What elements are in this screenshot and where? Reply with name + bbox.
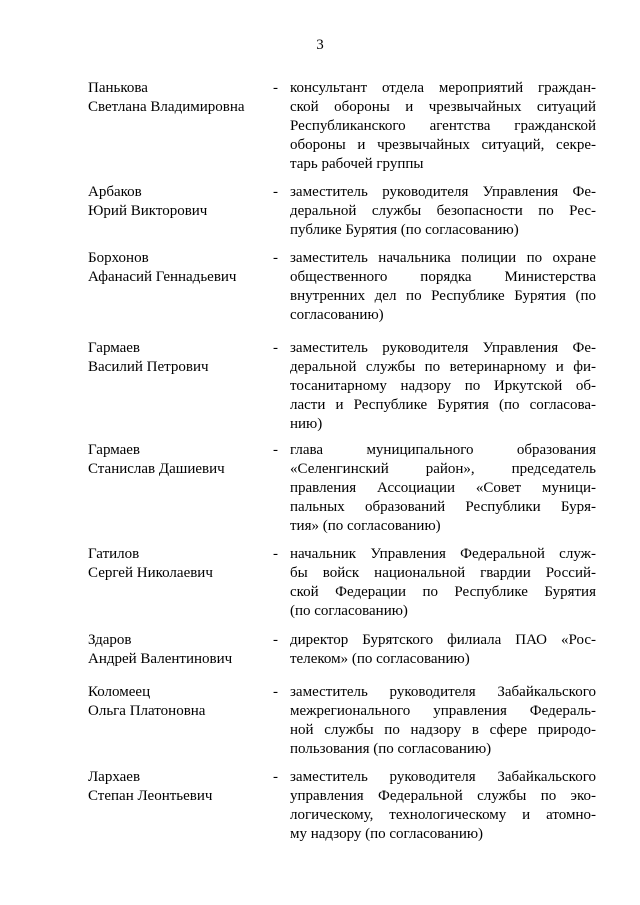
role-line: общественного порядка Министерства — [290, 269, 596, 285]
member-given-names: Андрей Валентинович — [88, 651, 233, 667]
role-line: ской обороны и чрезвычайных ситуаций — [290, 99, 596, 115]
role-line: бы войск национальной гвардии Россий- — [290, 565, 596, 581]
member-surname: Здаров — [88, 632, 132, 648]
member-role — [290, 768, 596, 844]
separator-dash: - — [273, 442, 278, 458]
page-number: 3 — [316, 37, 324, 53]
member-name — [88, 545, 268, 583]
role-line: заместитель руководителя Забайкальского — [290, 684, 596, 700]
member-given-names: Афанасий Геннадьевич — [88, 269, 237, 285]
role-line: заместитель руководителя Управления Фе- — [290, 184, 596, 200]
member-name — [88, 631, 268, 669]
role-line: правления Ассоциации «Совет муници- — [290, 480, 596, 496]
role-line: согласованию) — [290, 307, 384, 323]
member-given-names: Сергей Николаевич — [88, 565, 213, 581]
role-line: консультант отдела мероприятий граждан- — [290, 80, 596, 96]
role-line: ной службы по надзору в сфере природо- — [290, 722, 596, 738]
role-line: нию) — [290, 416, 323, 432]
separator-dash: - — [273, 769, 278, 785]
member-surname: Борхонов — [88, 250, 149, 266]
member-surname: Гармаев — [88, 442, 141, 458]
separator-dash: - — [273, 250, 278, 266]
role-line: пользования (по согласованию) — [290, 741, 492, 757]
member-role — [290, 339, 596, 434]
member-surname: Гармаев — [88, 340, 141, 356]
member-given-names: Степан Леонтьевич — [88, 788, 213, 804]
role-line: Республиканского агентства гражданской — [290, 118, 596, 134]
role-line: публике Бурятия (по согласованию) — [290, 222, 519, 238]
role-line: ской Федерации по Республике Бурятия — [290, 584, 596, 600]
role-line: «Селенгинский район», председатель — [290, 461, 596, 477]
role-line: заместитель руководителя Управления Фе- — [290, 340, 596, 356]
member-name — [88, 183, 268, 221]
role-line: (по согласованию) — [290, 603, 408, 619]
role-line: тосанитарному надзору по Иркутской об- — [290, 378, 596, 394]
separator-dash: - — [273, 546, 278, 562]
member-surname: Коломеец — [88, 684, 151, 700]
role-line: телеком» (по согласованию) — [290, 651, 470, 667]
member-role — [290, 441, 596, 536]
separator-dash: - — [273, 684, 278, 700]
role-line: глава муниципального образования — [290, 442, 596, 458]
member-name — [88, 441, 268, 479]
member-name — [88, 683, 268, 721]
role-line: управления Федеральной службы по эко- — [290, 788, 596, 804]
member-role — [290, 545, 596, 621]
member-surname: Гатилов — [88, 546, 140, 562]
member-given-names: Станислав Дашиевич — [88, 461, 225, 477]
separator-dash: - — [273, 80, 278, 96]
role-line: деральной службы безопасности по Рес- — [290, 203, 596, 219]
member-given-names: Ольга Платоновна — [88, 703, 206, 719]
member-surname: Арбаков — [88, 184, 142, 200]
role-line: директор Бурятского филиала ПАО «Рос- — [290, 632, 596, 648]
member-role — [290, 249, 596, 325]
member-role — [290, 631, 596, 669]
member-given-names: Василий Петрович — [88, 359, 209, 375]
separator-dash: - — [273, 184, 278, 200]
separator-dash: - — [273, 632, 278, 648]
role-line: заместитель руководителя Забайкальского — [290, 769, 596, 785]
role-line: тарь рабочей группы — [290, 156, 424, 172]
role-line: внутренних дел по Республике Бурятия (по — [290, 288, 596, 304]
member-surname: Лархаев — [88, 769, 141, 785]
role-line: заместитель начальника полиции по охране — [290, 250, 596, 266]
role-line: ласти и Республике Бурятия (по согласова- — [290, 397, 596, 413]
member-name — [88, 79, 268, 117]
member-given-names: Юрий Викторович — [88, 203, 208, 219]
member-given-names: Светлана Владимировна — [88, 99, 245, 115]
role-line: пальных образований Республики Буря- — [290, 499, 596, 515]
member-name — [88, 339, 268, 377]
member-name — [88, 768, 268, 806]
member-name — [88, 249, 268, 287]
separator-dash: - — [273, 340, 278, 356]
role-line: обороны и чрезвычайных ситуаций, секре- — [290, 137, 596, 153]
member-role — [290, 79, 596, 174]
role-line: деральной службы по ветеринарному и фи- — [290, 359, 596, 375]
role-line: тия» (по согласованию) — [290, 518, 441, 534]
role-line: межрегионального управления Федераль- — [290, 703, 596, 719]
role-line: логическому, технологическому и атомно- — [290, 807, 596, 823]
member-surname: Панькова — [88, 80, 148, 96]
member-role — [290, 683, 596, 759]
role-line: начальник Управления Федеральной служ- — [290, 546, 596, 562]
role-line: му надзору (по согласованию) — [290, 826, 484, 842]
member-role — [290, 183, 596, 240]
